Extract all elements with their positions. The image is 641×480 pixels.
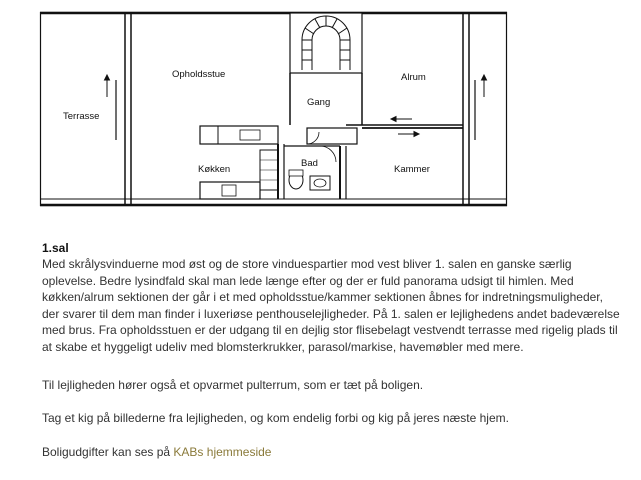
description-line: oplevelse. Bedre lysindfald skal man lede længe efter og der er fuld panorama udsigt til himlen. Med	[42, 273, 574, 288]
expenses-text: Boligudgifter kan ses på	[42, 444, 174, 459]
room-label-opholdsstue: Opholdsstue	[172, 69, 226, 80]
description-line: der svarer til dem man finder i luxeriøse penthouselejligheder. På 1. salen er lejlighedens andet badeværelse	[42, 306, 620, 321]
room-label-gang: Gang	[307, 97, 331, 108]
section-heading: 1.sal	[42, 241, 69, 255]
expenses-paragraph	[42, 444, 641, 461]
bathroom	[278, 144, 346, 199]
kab-website-link[interactable]: KABs hjemmeside	[173, 444, 272, 459]
room-label-terrasse: Terrasse	[63, 111, 100, 122]
room-label-alrum: Alrum	[401, 72, 426, 83]
staircase	[290, 13, 362, 125]
description-line: køkken/alrum sektionen der går i et med opholdsstue/kammer sektionen åbnes for indretningsmuligheder,	[42, 290, 603, 305]
room-label-bad: Bad	[301, 158, 318, 169]
floor-plan	[0, 0, 641, 235]
room-label-kammer: Kammer	[394, 164, 430, 175]
description-line: med brus. Fra opholdsstuen er der udgang til en dejlig stor flisebelagt vestvendt terrasse med rigelig plads til	[42, 323, 618, 338]
visit-paragraph: Tag et kig på billederne fra lejligheden, og kom endelig forbi og kig på jeres næste hjem.	[42, 411, 509, 426]
room-label-koekken: Køkken	[198, 164, 231, 175]
description-line: at skabe et hyggeligt udeliv med blomsterkrukker, parasol/markise, havemøbler med mere.	[42, 339, 524, 354]
storage-paragraph: Til lejligheden hører også et opvarmet pulterrum, som er tæt på boligen.	[42, 377, 424, 392]
description-line: Med skrålysvinduerne mod øst og de store vinduespartier mod vest bliver 1. salen en ganske særlig	[42, 257, 572, 271]
article	[42, 240, 641, 460]
